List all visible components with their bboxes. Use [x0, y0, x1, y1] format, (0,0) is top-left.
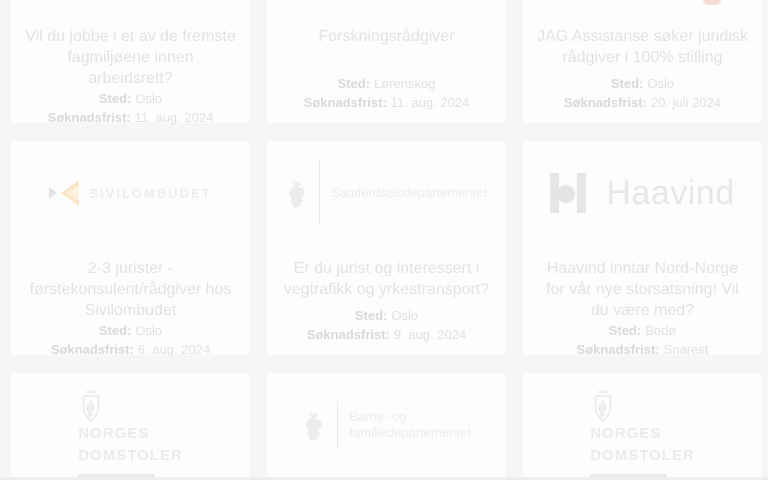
sivilombudet-logo — [49, 180, 211, 206]
logo-divider — [319, 161, 320, 225]
job-deadline — [564, 93, 721, 112]
location-value: Bodø — [645, 323, 677, 338]
deadline-value: 11. aug. 2024 — [134, 110, 214, 125]
norges-domstoler-logo — [78, 389, 183, 478]
location-value: Oslo — [391, 308, 419, 323]
courts-logo-line1: NORGES — [78, 425, 150, 442]
sivilombudet-arrows-icon — [49, 180, 79, 206]
department-name-line2: familiedepartementet — [349, 425, 471, 440]
job-card[interactable] — [522, 372, 763, 480]
job-location — [304, 74, 470, 93]
location-label: Sted: — [354, 308, 388, 323]
deadline-value: 6. aug. 2024 — [137, 342, 211, 357]
job-location — [51, 321, 210, 340]
job-title: Vil du jobbe i et av de fremste fagmiljøene innen arbeidsrett? — [25, 28, 236, 87]
job-title: Haavind inntar Nord-Norge for vår nye storsatsning! Vil du være med? — [546, 260, 739, 319]
location-value: Oslo — [647, 76, 675, 91]
courts-crest-icon — [78, 389, 104, 423]
department-name-line1: Barne- og — [349, 409, 407, 424]
norges-domstoler-logo — [590, 389, 695, 478]
job-deadline — [577, 340, 709, 359]
job-card[interactable] — [10, 140, 251, 356]
deadline-label: Søknadsfrist: — [50, 342, 134, 357]
job-card[interactable] — [10, 0, 251, 124]
job-card[interactable] — [266, 0, 507, 124]
sivilombudet-logo-text: SIVILOMBUDET — [89, 185, 212, 201]
jag-logo-icon — [703, 0, 721, 5]
deadline-label: Søknadsfrist: — [576, 342, 660, 357]
job-meta — [51, 321, 210, 359]
job-deadline — [48, 108, 214, 127]
department-name — [349, 409, 470, 441]
job-location — [48, 89, 214, 108]
courts-logo-line2: DOMSTOLER — [78, 447, 183, 464]
samferdselsdepartementet-logo — [286, 161, 487, 225]
job-deadline — [304, 93, 470, 112]
deadline-label: Søknadsfrist: — [306, 327, 390, 342]
employer-logo-area — [281, 0, 492, 13]
job-meta — [307, 306, 466, 344]
deadline-label: Søknadsfrist: — [47, 110, 131, 125]
barne-og-familiedepartementet-logo — [302, 401, 470, 449]
job-title: 2-3 jurister - førstekonsulent/rådgiver hos Sivilombudet — [29, 260, 232, 319]
norway-lion-crest-icon — [302, 409, 326, 441]
job-meta — [564, 74, 721, 112]
deadline-value: 9. aug. 2024 — [393, 327, 467, 342]
haavind-logo-text: Haavind — [606, 173, 735, 212]
employer-logo-area — [25, 141, 236, 245]
job-card[interactable] — [10, 372, 251, 480]
deadline-value: 20. juli 2024 — [650, 95, 722, 110]
logo-divider — [337, 401, 338, 449]
location-value: Oslo — [135, 91, 163, 106]
job-location — [564, 74, 721, 93]
job-title: Er du jurist og interessert i vegtrafikk og yrkestransport? — [283, 260, 490, 298]
job-meta — [304, 74, 470, 112]
deadline-value: Snarest — [663, 342, 709, 357]
job-deadline — [51, 340, 210, 359]
location-label: Sted: — [337, 76, 371, 91]
job-meta — [577, 321, 709, 359]
location-label: Sted: — [610, 76, 644, 91]
location-label: Sted: — [98, 91, 132, 106]
job-title: Forskningsrådgiver — [318, 28, 455, 45]
location-label: Sted: — [608, 323, 642, 338]
job-location — [577, 321, 709, 340]
courts-logo-line1: NORGES — [590, 425, 662, 442]
location-label: Sted: — [98, 323, 132, 338]
location-value: Oslo — [135, 323, 163, 338]
employer-logo-area — [25, 0, 236, 13]
norway-lion-crest-icon — [286, 178, 308, 208]
deadline-value: 11. aug. 2024 — [390, 95, 470, 110]
courts-logo-line2: DOMSTOLER — [590, 447, 695, 464]
job-title: JAG Assistanse søker juridisk rådgiver i 100% stilling — [537, 28, 748, 66]
employer-logo-area — [537, 0, 748, 13]
job-card[interactable] — [522, 0, 763, 124]
job-card[interactable] — [266, 372, 507, 480]
location-value: Lørenskog — [374, 76, 436, 91]
job-location — [307, 306, 466, 325]
job-card[interactable] — [266, 140, 507, 356]
haavind-h-mark-icon — [550, 173, 586, 213]
department-name: Samferdselsdepartementet — [330, 185, 488, 200]
employer-logo-area — [281, 141, 492, 245]
haavind-logo — [550, 173, 734, 213]
job-card[interactable] — [522, 140, 763, 356]
employer-logo-area — [281, 373, 492, 477]
job-deadline — [307, 325, 466, 344]
deadline-label: Søknadsfrist: — [563, 95, 647, 110]
employer-logo-area — [537, 141, 748, 245]
job-meta — [48, 89, 214, 127]
courts-crest-icon — [590, 389, 616, 423]
deadline-label: Søknadsfrist: — [303, 95, 387, 110]
